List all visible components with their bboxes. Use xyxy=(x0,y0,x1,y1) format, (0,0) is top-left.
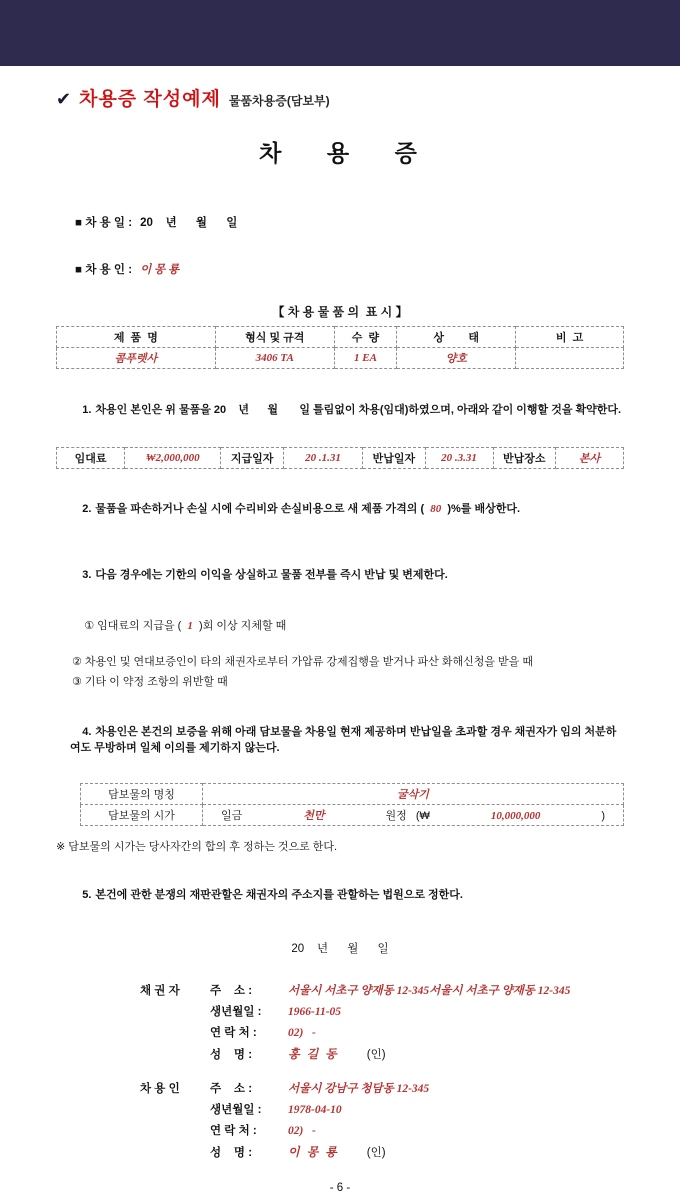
borrower-phone-value: 02) - xyxy=(288,1124,316,1137)
borrower-block xyxy=(140,1080,624,1160)
borrower-name-value: 이 몽 룡 xyxy=(288,1144,339,1159)
clause-3-number: 3. xyxy=(82,568,92,581)
collateral-name-row xyxy=(81,784,624,805)
clause-2-number: 2. xyxy=(82,503,92,515)
creditor-name-line xyxy=(140,1045,624,1062)
creditor-phone-label: 연 락 처 : xyxy=(210,1026,257,1039)
items-header-row xyxy=(57,327,624,348)
creditor-phone-line xyxy=(140,1024,624,1040)
loan-date-label: ■ 차 용 일 : xyxy=(75,217,133,229)
creditor-address-line xyxy=(140,982,624,998)
clause-2-percent-value: 80 xyxy=(430,503,442,515)
clause-3-sub-1-post: )회 이상 지체할 때 xyxy=(192,620,287,633)
clause-2 xyxy=(56,485,624,535)
items-section-title: 【 차 용 물 품 의 표 시 】 xyxy=(272,305,408,319)
return-place-label: 반납장소 xyxy=(493,447,555,468)
price-amount-number: 10,000,000 xyxy=(490,810,541,823)
col-header-model-spec: 형식 및 규격 xyxy=(215,327,334,348)
clause-1-text: 차용인 본인은 위 물품을 20 년 월 일 틀림없이 차용(임대)하였으며, 아래와 같이 이행할 것을 확약한다. xyxy=(95,403,622,416)
clause-2-text-post: )%를 배상한다. xyxy=(441,503,521,515)
collateral-table xyxy=(80,783,624,826)
page-heading xyxy=(56,84,624,111)
item-quantity: 1 EA xyxy=(334,348,396,369)
loan-date-line xyxy=(56,202,624,242)
document-page xyxy=(0,66,680,1194)
clause-3-sub-1-pre: ① 임대료의 지급을 ( xyxy=(84,620,188,633)
creditor-address-value: 서울시 서초구 양재동 12-345서울시 서초구 양재동 12-345 xyxy=(288,984,571,997)
creditor-seal-label: (인) xyxy=(366,1048,386,1061)
borrower-birth-line xyxy=(140,1101,624,1117)
example-subtitle: 물품차용증(담보부) xyxy=(228,94,330,108)
clause-5-text: 본건에 관한 분쟁의 재판관할은 채권자의 주소지를 관할하는 법원으로 정한다. xyxy=(95,888,463,901)
borrower-address-line xyxy=(140,1080,624,1096)
borrower-label: ■ 차 용 인 : xyxy=(75,264,133,276)
clause-4-text: 차용인은 본건의 보증을 위해 아래 담보물을 차용일 현재 제공하며 반납일을 초과할 경우 채권자가 임의 처분하여도 무방하며 일체 이의를 제기하지 않는다. xyxy=(70,725,617,755)
col-header-quantity: 수 량 xyxy=(334,327,396,348)
payment-row xyxy=(57,447,624,468)
items-table xyxy=(56,326,624,369)
borrower-phone-label: 연 락 처 : xyxy=(210,1124,257,1137)
borrower-birth-value: 1978-04-10 xyxy=(288,1103,342,1116)
borrower-name-label: 성 명 : xyxy=(210,1146,253,1159)
clause-5-number: 5. xyxy=(82,888,92,901)
clause-2-text-pre: 물품을 파손하거나 손실 시에 수리비와 손실비용으로 새 제품 가격의 ( xyxy=(95,503,431,515)
collateral-price-content xyxy=(207,807,619,823)
borrower-seal-label: (인) xyxy=(366,1146,386,1159)
rent-label: 임대료 xyxy=(57,447,125,468)
creditor-birth-line xyxy=(140,1003,624,1019)
creditor-role-label: 채 권 자 xyxy=(140,984,180,997)
borrower-address-value: 서울시 강남구 청담동 12-345 xyxy=(288,1082,430,1095)
top-banner xyxy=(0,0,680,66)
clause-3-sub-3: ③ 기타 이 약정 조항의 위반할 때 xyxy=(72,676,228,689)
creditor-block xyxy=(140,982,624,1062)
col-header-product-name: 제 품 명 xyxy=(57,327,216,348)
return-date-label: 반납일자 xyxy=(363,447,425,468)
col-header-remarks: 비 고 xyxy=(516,327,624,348)
clause-4-number: 4. xyxy=(82,725,92,738)
return-place-value: 본사 xyxy=(555,447,623,468)
clause-4 xyxy=(56,707,624,773)
borrower-birth-label: 생년월일 : xyxy=(210,1103,262,1116)
collateral-price-cell xyxy=(203,805,624,826)
item-remarks xyxy=(516,348,624,369)
borrower-line xyxy=(56,249,624,289)
top-fields xyxy=(56,202,624,289)
clause-5 xyxy=(56,870,624,920)
clause-3-sub-1-value: 1 xyxy=(187,620,193,633)
pay-date-value: 20 .1.31 xyxy=(283,447,362,468)
collateral-name-label: 담보물의 명칭 xyxy=(81,784,203,805)
price-close-paren: ) xyxy=(601,810,605,823)
check-icon: ✔ xyxy=(56,89,72,109)
borrower-address-label: 주 소 : xyxy=(210,1082,253,1095)
price-won-label: 원정 (₩ xyxy=(385,810,430,823)
item-condition: 양호 xyxy=(397,348,516,369)
payment-table xyxy=(56,447,624,469)
borrower-name-value: 이 몽 룡 xyxy=(140,264,180,276)
creditor-address-label: 주 소 : xyxy=(210,984,253,997)
clause-3 xyxy=(56,550,624,600)
creditor-birth-label: 생년월일 : xyxy=(210,1005,262,1018)
price-prefix: 일금 xyxy=(221,810,243,823)
clause-3-sub-2: ② 차용인 및 연대보증인이 타의 채권자로부터 가압류 강제집행을 받거나 파산 화해신청을 받을 때 xyxy=(72,656,533,669)
clause-3-text: 다음 경우에는 기한의 이익을 상실하고 물품 전부를 즉시 반납 및 변제한다. xyxy=(95,568,448,581)
creditor-phone-value: 02) - xyxy=(288,1026,316,1039)
item-model-spec: 3406 TA xyxy=(215,348,334,369)
creditor-name-label: 성 명 : xyxy=(210,1048,253,1061)
collateral-price-row xyxy=(81,805,624,826)
creditor-name-value: 홍 길 동 xyxy=(288,1046,339,1061)
clause-1 xyxy=(56,385,624,435)
signature-date-line: 20 년 월 일 xyxy=(291,942,389,955)
return-date-value: 20 .3.31 xyxy=(425,447,493,468)
document-title: 차 용 증 xyxy=(259,140,421,166)
item-product-name: 콤푸렛사 xyxy=(57,348,216,369)
example-title: 차용증 작성예제 xyxy=(79,89,221,110)
rent-value: ₩2,000,000 xyxy=(125,447,221,468)
collateral-note: ※ 담보물의 시가는 당사자간의 합의 후 정하는 것으로 한다. xyxy=(56,841,338,854)
collateral-price-label: 담보물의 시가 xyxy=(81,805,203,826)
pay-date-label: 지급일자 xyxy=(221,447,283,468)
clause-1-number: 1. xyxy=(82,403,92,416)
loan-date-value: 20 년 월 일 xyxy=(140,217,238,229)
items-value-row xyxy=(57,348,624,369)
collateral-name-value: 굴삭기 xyxy=(203,784,624,805)
borrower-phone-line xyxy=(140,1122,624,1138)
clause-3-sub-1 xyxy=(72,604,624,652)
col-header-condition: 상 태 xyxy=(397,327,516,348)
borrower-name-line xyxy=(140,1143,624,1160)
creditor-birth-value: 1966-11-05 xyxy=(288,1005,342,1018)
price-amount-korean: 천만 xyxy=(303,810,325,823)
borrower-role-label: 차 용 인 xyxy=(140,1082,180,1095)
page-number: - 6 - xyxy=(329,1181,351,1194)
